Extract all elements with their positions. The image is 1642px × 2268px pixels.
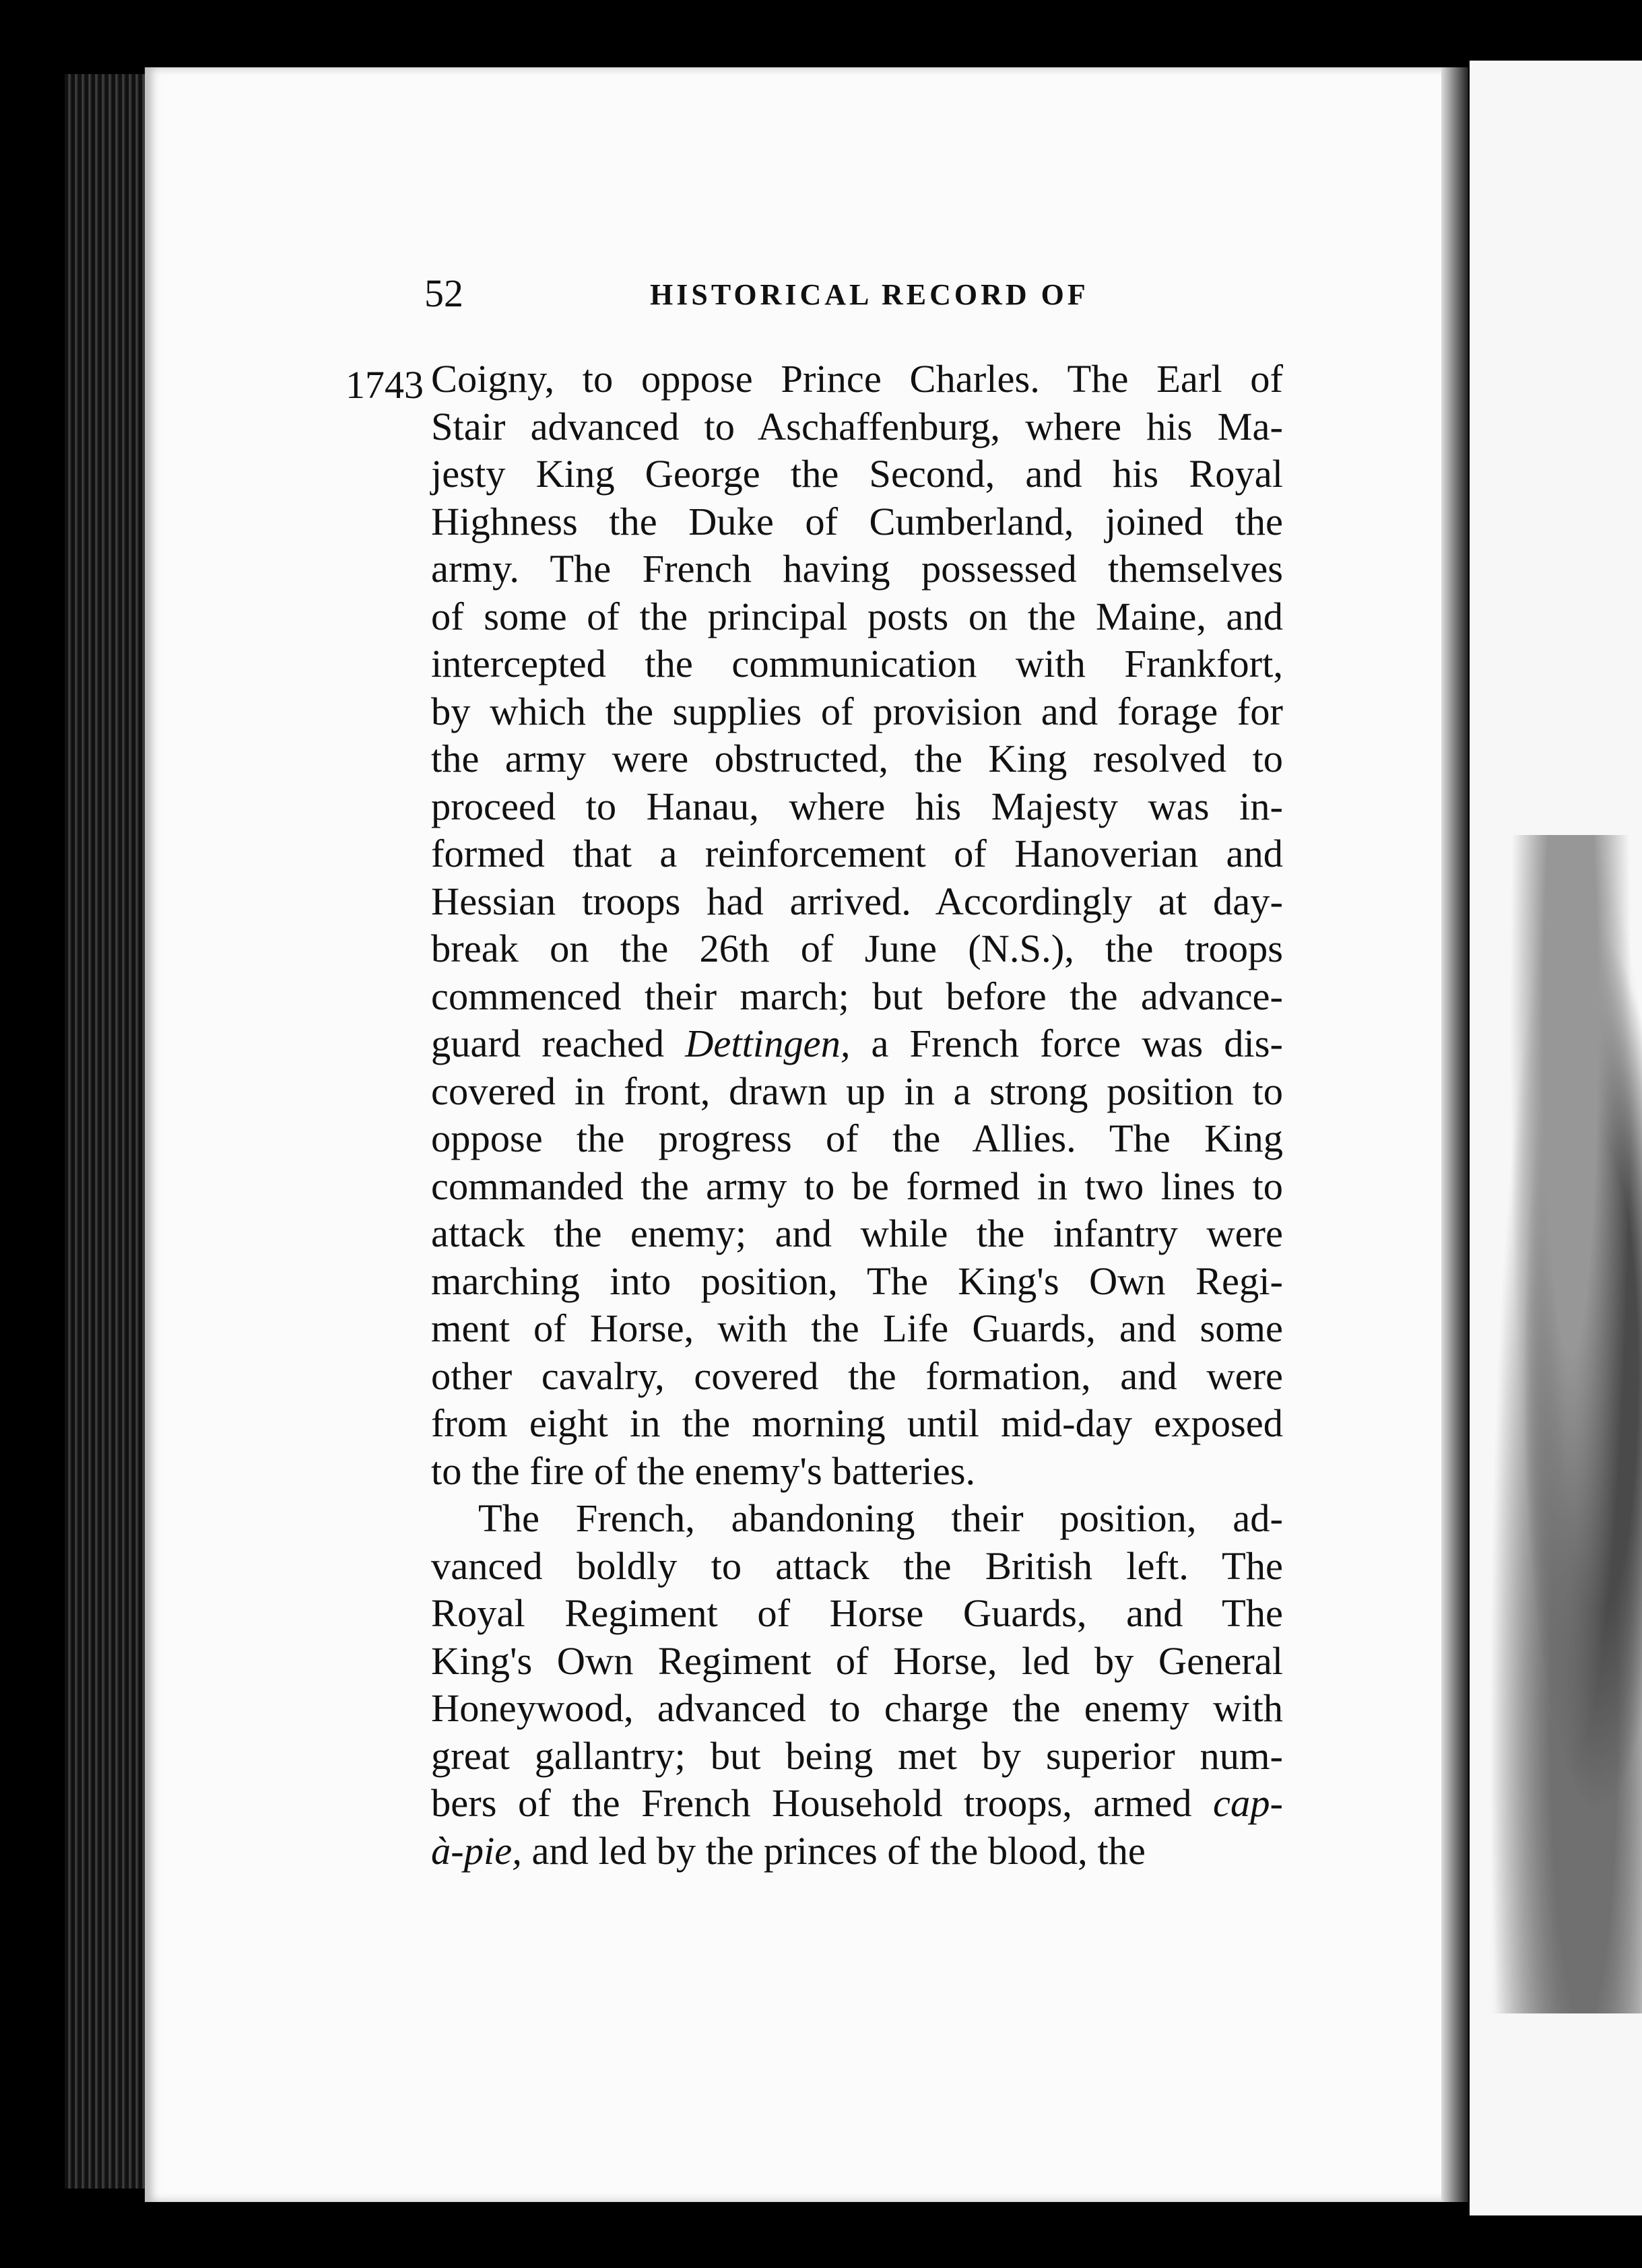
italic-run: à-pie, xyxy=(431,1828,522,1873)
italic-run: Dettingen, xyxy=(685,1022,851,1065)
text-run: guard reached xyxy=(431,1022,686,1065)
text-line: marching into position, The King's Own Regi- xyxy=(431,1259,1283,1303)
text-line: jesty King George the Second, and his Royal xyxy=(431,452,1283,496)
text-line: attack the enemy; and while the infantry were xyxy=(431,1211,1283,1255)
text-line: army. The French having possessed themselves xyxy=(431,547,1283,591)
book-page-edges xyxy=(65,74,145,2189)
text-line: commenced their march; but before the advance- xyxy=(431,974,1283,1018)
text-line: break on the 26th of June (N.S.), the troops xyxy=(431,927,1283,970)
book-gutter xyxy=(1441,67,1468,2202)
text-line: commanded the army to be formed in two lines to xyxy=(431,1164,1283,1208)
text-line: Hessian troops had arrived. Accordingly at day- xyxy=(431,879,1283,923)
text-line xyxy=(431,1780,1283,1828)
text-line: oppose the progress of the Allies. The King xyxy=(431,1116,1283,1160)
text-run: a French force was dis- xyxy=(850,1022,1283,1065)
text-line: covered in front, drawn up in a strong position to xyxy=(431,1069,1283,1113)
text-line xyxy=(431,1828,1283,1875)
text-line: other cavalry, covered the formation, and were xyxy=(431,1354,1283,1398)
text-line: Royal Regiment of Horse Guards, and The xyxy=(431,1591,1283,1635)
text-line: proceed to Hanau, where his Majesty was in- xyxy=(431,784,1283,828)
text-line: ment of Horse, with the Life Guards, and some xyxy=(431,1306,1283,1350)
page-number: 52 xyxy=(424,271,463,315)
paragraph xyxy=(431,356,1283,1495)
text-run: and led by the princes of the blood, the xyxy=(521,1828,1146,1873)
text-line: intercepted the communication with Frankfort, xyxy=(431,642,1283,686)
text-line: formed that a reinforcement of Hanoverian and xyxy=(431,832,1283,875)
text-line: King's Own Regiment of Horse, led by General xyxy=(431,1638,1283,1683)
paragraph xyxy=(431,1495,1283,1875)
text-line xyxy=(431,1020,1283,1068)
text-line: by which the supplies of provision and forage for xyxy=(431,689,1283,733)
facing-page xyxy=(1470,61,1642,2215)
text-line: Highness the Duke of Cumberland, joined the xyxy=(431,499,1283,543)
text-line: vanced boldly to attack the British left. The xyxy=(431,1543,1283,1588)
text-run: bers of the French Household troops, armed xyxy=(431,1781,1214,1825)
facing-illustration xyxy=(1490,835,1642,2013)
text-line: Stair advanced to Aschaffenburg, where his Ma- xyxy=(431,404,1283,448)
italic-run: cap- xyxy=(1213,1781,1283,1825)
text-line: great gallantry; but being met by superior num- xyxy=(431,1733,1283,1778)
text-line: the army were obstructed, the King resolved to xyxy=(431,737,1283,780)
text-line: from eight in the morning until mid-day exposed xyxy=(431,1401,1283,1445)
margin-year: 1743 xyxy=(346,363,424,407)
running-head: HISTORICAL RECORD OF xyxy=(650,278,1089,311)
text-line: Coigny, to oppose Prince Charles. The Earl of xyxy=(431,357,1283,401)
body-text xyxy=(431,356,1283,1875)
text-line: of some of the principal posts on the Maine, and xyxy=(431,594,1283,638)
text-line: Honeywood, advanced to charge the enemy with xyxy=(431,1686,1283,1730)
text-line: The French, abandoning their position, ad- xyxy=(478,1496,1283,1540)
text-line: to the fire of the enemy's batteries. xyxy=(431,1448,976,1493)
